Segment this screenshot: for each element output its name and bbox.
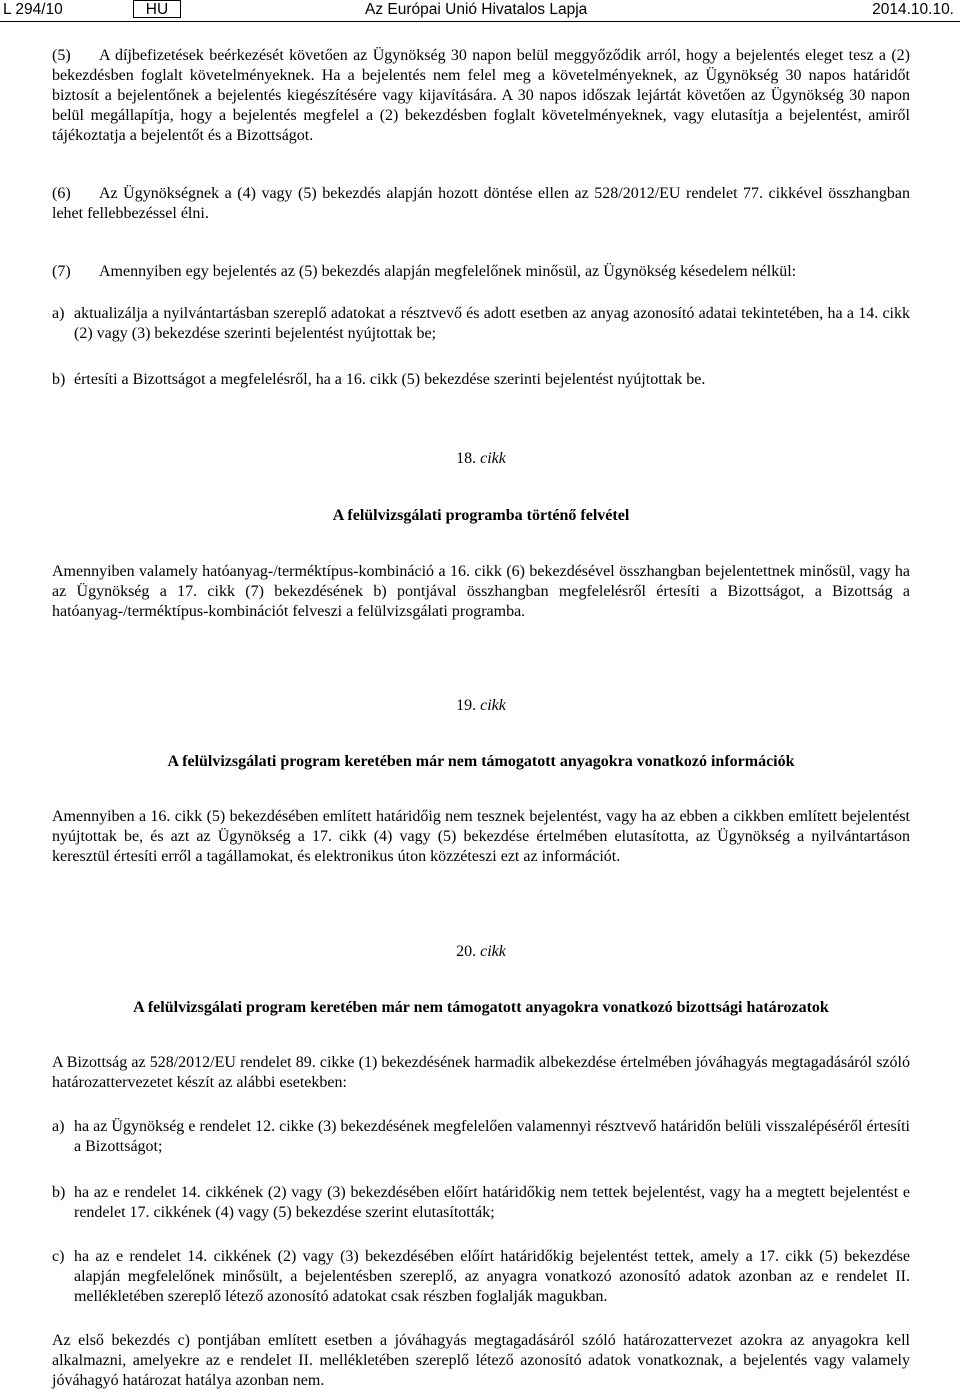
journal-title: Az Európai Unió Hivatalos Lapja	[365, 1, 588, 18]
paragraph-6	[52, 184, 910, 224]
article-title: A felülvizsgálati program keretében már nem támogatott anyagokra vonatkozó információk	[167, 753, 795, 770]
item-label: b)	[52, 371, 66, 388]
article-title: A felülvizsgálati programba történő felvétel	[332, 507, 630, 524]
paragraph-text: Az Ügynökségnek a (4) vagy (5) bekezdés alapján hozott döntése ellen az 528/2012/EU rendelet 77. cikkével összhangban lehet fellebbezéssel élni.	[52, 185, 910, 222]
article-closing: Az első bekezdés c) pontjában említett esetben a jóváhagyás megtagadásáról szóló határozattervezet azokra az anyagokra kell alkalmazni, amelyekre az e rendelet II. mellékletében szereplő létező azonosító adatok vonatkoznak, a bejelentés vagy valamely jóváhagyó határozat hatálya azonban nem.	[52, 1332, 910, 1389]
list-item	[52, 1183, 910, 1223]
item-label: a)	[52, 1118, 65, 1135]
article-body: Amennyiben a 16. cikk (5) bekezdésében említett határidőig nem tesznek bejelentést, vagy ha az ebben a cikkben említett bejelentést nyújtottak be, és azt az Ügynökség a 17. cikk (4) vagy (5) bekezdése értelmében elutasította, az Ügynökség a nyilvántartáson keresztül értesíti erről a tagállamokat, és elektronikus úton közzéteszi ezt az információt.	[52, 808, 910, 865]
paragraph-text: A díjbefizetések beérkezését követően az Ügynökség 30 napon belül meggyőződik arról, hogy a bejelentés eleget tesz a (2) bekezdésben foglalt követelményeknek. Ha a bejelentés nem felel meg a követelményeknek, az Ügynökség 30 napos határidőt biztosít a bejelentőnek a bejelentés kiegészítésére vagy kijavítására. A 30 napos időszak lejártát követően az Ügynökség 30 napon belül megállapítja, hogy a bejelentés megfelel a (2) bekezdésben foglalt követelményeknek, vagy elutasítja a bejelentést, amiről tájékoztatja a bejelentőt és a Bizottságot.	[52, 47, 910, 144]
item-text: értesíti a Bizottságot a megfelelésről, ha a 16. cikk (5) bekezdése szerinti bejelentést nyújtottak be.	[74, 371, 706, 388]
article-title: A felülvizsgálati program keretében már nem támogatott anyagokra vonatkozó bizottsági határozatok	[133, 999, 829, 1016]
item-text: aktualizálja a nyilvántartásban szereplő adatokat a résztvevő és adott esetben az anyag azonosító adatai tekintetében, ha a 14. cikk (2) vagy (3) bekezdése szerinti bejelentést nyújtottak be;	[74, 305, 910, 342]
paragraph-5	[52, 46, 910, 146]
list-item	[52, 370, 910, 390]
list-item	[52, 1117, 910, 1157]
paragraph-text: Amennyiben egy bejelentés az (5) bekezdés alapján megfelelőnek minősül, az Ügynökség késedelem nélkül:	[99, 263, 797, 280]
item-text: ha az e rendelet 14. cikkének (2) vagy (3) bekezdésében előírt határidőkig bejelentést tettek, amely a 17. cikk (5) bekezdése alapján megfelelőnek minősült, a bejelentésben szereplő, az anyagra vonatkozó azonosító adatok azonban az e rendelet II. mellékletében szereplő létező azonosító adatokat csak részben foglalják magukban.	[74, 1248, 910, 1305]
list-item	[52, 1247, 910, 1307]
paragraph-7	[52, 262, 910, 282]
journal-reference: L 294/10	[3, 1, 63, 18]
article-number: 20. cikk	[456, 943, 506, 960]
paragraph-number: (5)	[52, 47, 71, 64]
language-code: HU	[133, 0, 181, 18]
item-text: ha az Ügynökség e rendelet 12. cikke (3) bekezdésének megfelelően valamennyi résztvevő határidőn belüli visszalépéséről értesíti a Bizottságot;	[74, 1118, 910, 1155]
item-label: a)	[52, 305, 65, 322]
article-number: 18. cikk	[456, 450, 506, 467]
item-label: b)	[52, 1184, 66, 1201]
item-label: c)	[52, 1248, 65, 1265]
paragraph-number: (7)	[52, 263, 71, 280]
item-text: ha az e rendelet 14. cikkének (2) vagy (3) bekezdésében előírt határidőkig nem tettek bejelentést, vagy ha a megtett bejelentést e rendelet 17. cikkének (4) vagy (5) bekezdése szerint elutasították;	[74, 1184, 910, 1221]
article-body: Amennyiben valamely hatóanyag-/terméktípus-kombináció a 16. cikk (6) bekezdésével összhangban bejelentettnek minősül, vagy ha az Ügynökség a 17. cikk (7) bekezdésének b) pontjával összhangban megfelelésről értesíti a Bizottságot, a Bizottság a hatóanyag-/terméktípus-kombinációt felveszi a felülvizsgálati programba.	[52, 563, 910, 620]
publication-date: 2014.10.10.	[872, 1, 954, 18]
list-item	[52, 304, 910, 344]
page-header	[0, 0, 960, 22]
paragraph-number: (6)	[52, 185, 71, 202]
article-intro: A Bizottság az 528/2012/EU rendelet 89. cikke (1) bekezdésének harmadik albekezdése értelmében jóváhagyás megtagadásáról szóló határozattervezetet készít az alábbi esetekben:	[52, 1054, 910, 1091]
article-number: 19. cikk	[456, 697, 506, 714]
